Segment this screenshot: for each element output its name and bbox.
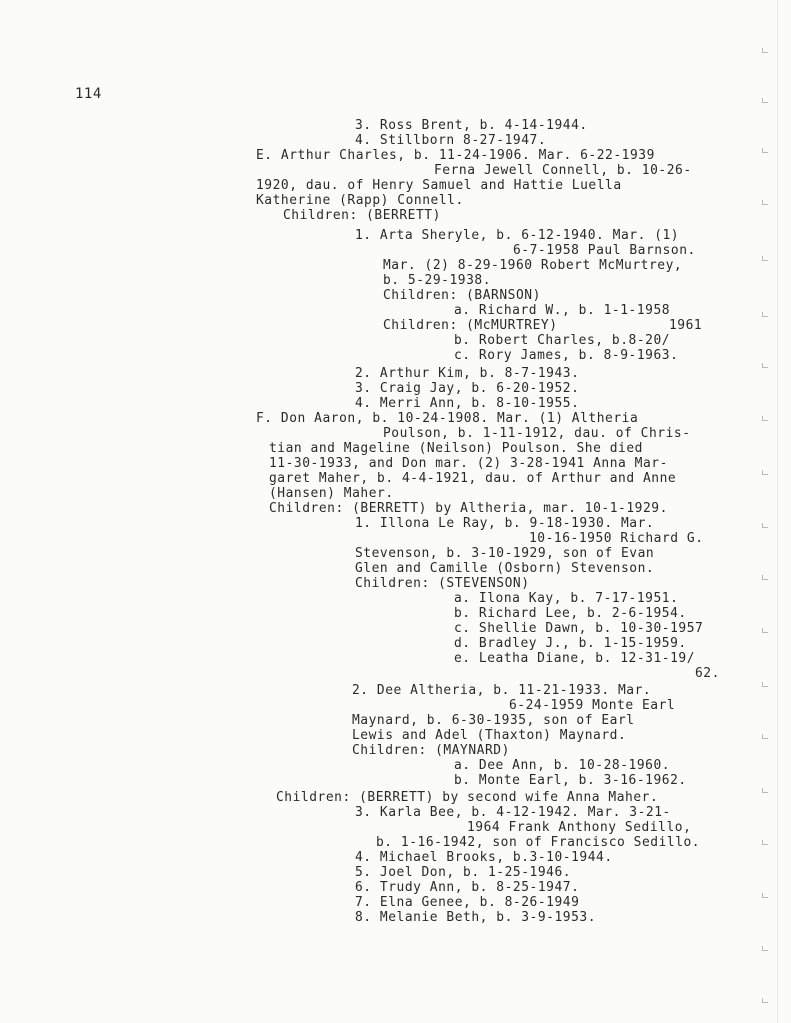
text-line: Mar. (2) 8-29-1960 Robert McMurtrey, bbox=[383, 258, 683, 273]
text-line: Children: (BERRETT) bbox=[283, 208, 441, 223]
text-line: Children: (STEVENSON) bbox=[355, 576, 530, 591]
text-line: 1961 bbox=[669, 318, 703, 333]
text-line: Children: (MAYNARD) bbox=[352, 743, 510, 758]
text-line: 1920, dau. of Henry Samuel and Hattie Luella bbox=[256, 178, 622, 193]
text-line: 6. Trudy Ann, b. 8-25-1947. bbox=[355, 880, 580, 895]
edge-tick bbox=[762, 523, 768, 528]
edge-tick bbox=[762, 734, 768, 739]
text-line: a. Dee Ann, b. 10-28-1960. bbox=[454, 758, 671, 773]
edge-tick bbox=[762, 416, 768, 421]
text-line: 2. Dee Altheria, b. 11-21-1933. Mar. bbox=[352, 683, 652, 698]
text-line: c. Shellie Dawn, b. 10-30-1957 bbox=[454, 621, 704, 636]
text-line: 4. Michael Brooks, b.3-10-1944. bbox=[355, 850, 613, 865]
edge-tick bbox=[762, 98, 768, 103]
text-line: 1. Illona Le Ray, b. 9-18-1930. Mar. bbox=[355, 516, 655, 531]
edge-tick bbox=[762, 363, 768, 368]
text-line: c. Rory James, b. 8-9-1963. bbox=[454, 348, 679, 363]
text-line: E. Arthur Charles, b. 11-24-1906. Mar. 6-22-1939 bbox=[256, 148, 655, 163]
text-line: 8. Melanie Beth, b. 3-9-1953. bbox=[355, 910, 597, 925]
text-line: Children: (BERRETT) by second wife Anna Maher. bbox=[276, 790, 659, 805]
text-line: Ferna Jewell Connell, b. 10-26- bbox=[434, 163, 692, 178]
text-line: 11-30-1933, and Don mar. (2) 3-28-1941 Anna Mar- bbox=[269, 456, 668, 471]
text-line: 5. Joel Don, b. 1-25-1946. bbox=[355, 865, 572, 880]
text-line: 3. Craig Jay, b. 6-20-1952. bbox=[355, 381, 580, 396]
edge-tick bbox=[762, 628, 768, 633]
edge-tick bbox=[762, 256, 768, 261]
text-line: a. Richard W., b. 1-1-1958 bbox=[454, 303, 671, 318]
text-line: b. Monte Earl, b. 3-16-1962. bbox=[454, 773, 687, 788]
text-line: b. Richard Lee, b. 2-6-1954. bbox=[454, 606, 687, 621]
text-line: garet Maher, b. 4-4-1921, dau. of Arthur and Anne bbox=[269, 471, 677, 486]
text-line: 2. Arthur Kim, b. 8-7-1943. bbox=[355, 366, 580, 381]
text-line: 3. Karla Bee, b. 4-12-1942. Mar. 3-21- bbox=[355, 805, 671, 820]
page-edge-line bbox=[777, 0, 778, 1023]
text-line: 62. bbox=[695, 666, 720, 681]
edge-tick bbox=[762, 998, 768, 1003]
text-line: 6-7-1958 Paul Barnson. bbox=[513, 243, 696, 258]
edge-tick bbox=[762, 682, 768, 687]
text-line: Stevenson, b. 3-10-1929, son of Evan bbox=[355, 546, 655, 561]
text-line: 6-24-1959 Monte Earl bbox=[509, 698, 676, 713]
text-line: Katherine (Rapp) Connell. bbox=[256, 193, 464, 208]
edge-tick bbox=[762, 788, 768, 793]
text-line: tian and Mageline (Neilson) Poulson. She died bbox=[269, 441, 643, 456]
page-number: 114 bbox=[75, 86, 102, 102]
text-line: Lewis and Adel (Thaxton) Maynard. bbox=[352, 728, 627, 743]
edge-tick bbox=[762, 946, 768, 951]
text-line: Children: (McMURTREY) bbox=[383, 318, 558, 333]
edge-tick bbox=[762, 575, 768, 580]
edge-tick bbox=[762, 893, 768, 898]
edge-tick bbox=[762, 200, 768, 205]
edge-tick bbox=[762, 312, 768, 317]
text-line: b. 5-29-1938. bbox=[383, 273, 492, 288]
text-line: b. Robert Charles, b.8-20/ bbox=[454, 333, 671, 348]
text-line: d. Bradley J., b. 1-15-1959. bbox=[454, 636, 687, 651]
edge-tick bbox=[762, 470, 768, 475]
text-line: 4. Merri Ann, b. 8-10-1955. bbox=[355, 396, 580, 411]
text-line: 10-16-1950 Richard G. bbox=[529, 531, 704, 546]
text-line: 4. Stillborn 8-27-1947. bbox=[355, 133, 547, 148]
text-line: (Hansen) Maher. bbox=[269, 486, 394, 501]
text-line: F. Don Aaron, b. 10-24-1908. Mar. (1) Altheria bbox=[256, 411, 639, 426]
text-line: Children: (BERRETT) by Altheria, mar. 10-1-1929. bbox=[269, 501, 668, 516]
edge-tick bbox=[762, 48, 768, 53]
text-line: Glen and Camille (Osborn) Stevenson. bbox=[355, 561, 655, 576]
text-line: 1. Arta Sheryle, b. 6-12-1940. Mar. (1) bbox=[355, 228, 680, 243]
edge-tick bbox=[762, 840, 768, 845]
text-line: Children: (BARNSON) bbox=[383, 288, 541, 303]
text-line: Poulson, b. 1-11-1912, dau. of Chris- bbox=[383, 426, 691, 441]
text-line: 1964 Frank Anthony Sedillo, bbox=[467, 820, 692, 835]
text-line: b. 1-16-1942, son of Francisco Sedillo. bbox=[376, 835, 701, 850]
text-line: e. Leatha Diane, b. 12-31-19/ bbox=[454, 651, 696, 666]
text-line: 7. Elna Genee, b. 8-26-1949 bbox=[355, 895, 580, 910]
text-line: a. Ilona Kay, b. 7-17-1951. bbox=[454, 591, 679, 606]
text-line: Maynard, b. 6-30-1935, son of Earl bbox=[352, 713, 635, 728]
text-line: 3. Ross Brent, b. 4-14-1944. bbox=[355, 118, 588, 133]
edge-tick bbox=[762, 148, 768, 153]
